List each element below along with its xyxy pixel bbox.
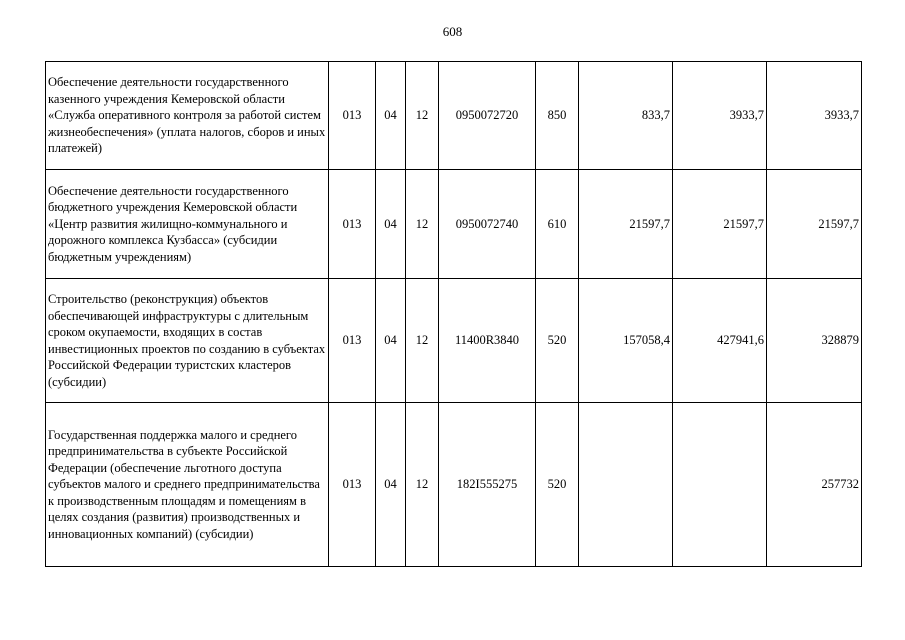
row-description: Обеспечение деятельности государственного бюджетного учреждения Кемеровской области «Центр развития жилищно-коммунального и дорожного комплекса Кузбасса» (субсидии бюджетным учреждениям) (46, 170, 329, 279)
amount-3: 21597,7 (767, 170, 862, 279)
target-article-code: 0950072740 (439, 170, 536, 279)
amount-2: 427941,6 (673, 279, 767, 403)
amount-1: 21597,7 (579, 170, 673, 279)
table-row (46, 62, 862, 170)
subsection-code: 12 (406, 62, 439, 170)
amount-1 (579, 403, 673, 567)
expense-type-code: 520 (536, 279, 579, 403)
section-code: 04 (376, 62, 406, 170)
section-code: 04 (376, 279, 406, 403)
amount-3: 328879 (767, 279, 862, 403)
amount-1: 157058,4 (579, 279, 673, 403)
amount-2: 3933,7 (673, 62, 767, 170)
table-row (46, 403, 862, 567)
budget-table (45, 61, 862, 567)
row-description: Государственная поддержка малого и среднего предпринимательства в субъекте Российской Федерации (обеспечение льготного доступа субъектов малого и среднего предпринимательства к производственным площадям и помещениям в целях создания (развития) производственных и инновационных компаний) (субсидии) (46, 403, 329, 567)
amount-2 (673, 403, 767, 567)
expense-type-code: 850 (536, 62, 579, 170)
target-article-code: 182I555275 (439, 403, 536, 567)
amount-3: 3933,7 (767, 62, 862, 170)
ministry-code: 013 (329, 279, 376, 403)
target-article-code: 0950072720 (439, 62, 536, 170)
subsection-code: 12 (406, 403, 439, 567)
row-description: Обеспечение деятельности государственного казенного учреждения Кемеровской области «Служба оперативного контроля за работой систем жизнеобеспечения» (уплата налогов, сборов и иных платежей) (46, 62, 329, 170)
amount-1: 833,7 (579, 62, 673, 170)
target-article-code: 11400R3840 (439, 279, 536, 403)
amount-2: 21597,7 (673, 170, 767, 279)
row-description: Строительство (реконструкция) объектов обеспечивающей инфраструктуры с длительным сроком окупаемости, входящих в состав инвестиционных проектов по созданию в субъектах Российской Федерации туристских кластеров (субсидии) (46, 279, 329, 403)
ministry-code: 013 (329, 403, 376, 567)
section-code: 04 (376, 403, 406, 567)
section-code: 04 (376, 170, 406, 279)
subsection-code: 12 (406, 279, 439, 403)
table-row (46, 279, 862, 403)
amount-3: 257732 (767, 403, 862, 567)
ministry-code: 013 (329, 62, 376, 170)
table-row (46, 170, 862, 279)
expense-type-code: 520 (536, 403, 579, 567)
subsection-code: 12 (406, 170, 439, 279)
page-number: 608 (442, 24, 463, 39)
expense-type-code: 610 (536, 170, 579, 279)
ministry-code: 013 (329, 170, 376, 279)
